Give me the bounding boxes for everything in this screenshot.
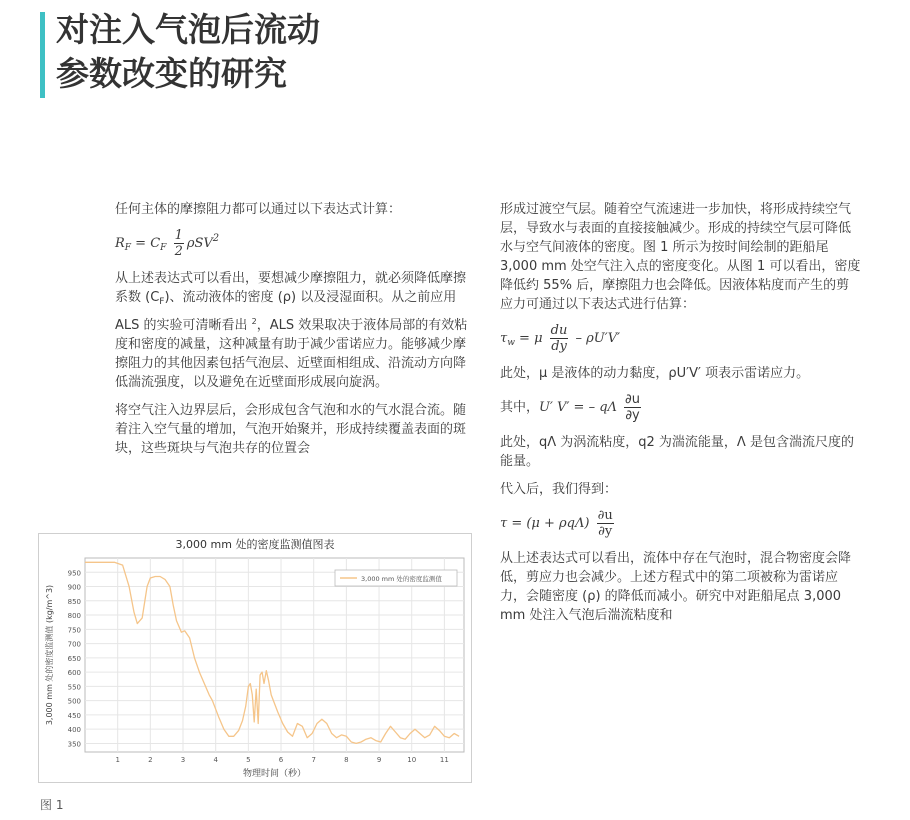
density-chart-svg <box>39 534 471 782</box>
formula-prefix: 其中， <box>500 400 540 415</box>
chart-title: 3,000 mm 处的密度监测值图表 <box>175 538 335 551</box>
formula-term: C <box>150 236 161 251</box>
paragraph-conclusion: 从上述表达式可以看出，流体中存在气泡时，混合物密度会降低，剪应力也会减少。上述方程式中的第二项被称为雷诺应力，会随密度 (ρ) 的降低而减小。研究中对距船尾点 3,000 mm 处注入气泡后湍流粘度和 <box>500 551 852 623</box>
paragraph-air-layer: 形成过渡空气层。随着空气流速进一步加快，将形成持续空气层，导致水与表面的直接接触减少。形成的持续空气层可降低水与空气间液体的密度。图 1 所示为按时间绘制的距船尾 3,000 mm 处空气注入点的密度变化。从图 1 可以看出，密度降低约 55% 后，摩擦阻力也会降低。因液体粘度而产生的剪应力可通过以下表达式进行估算： <box>500 202 861 312</box>
formula-operator: = μ <box>514 331 547 346</box>
fraction-numerator: 1 <box>174 228 183 243</box>
paragraph-viscosity: 此处，μ 是液体的动力黏度，ρU′V′ 项表示雷诺应力。 <box>500 366 810 381</box>
x-tick-label: 4 <box>213 756 218 764</box>
text-subscript: F <box>159 297 165 307</box>
text-run: 从上述表达式可以看出，要想减少摩擦阻力，就必须降低摩擦系数 (C <box>115 271 467 305</box>
x-tick-label: 8 <box>344 756 349 764</box>
formula-term: – ρU′V′ <box>571 331 621 346</box>
formula-term: U′ V′ <box>539 400 570 415</box>
formula-combined <box>500 508 862 539</box>
formula-fraction <box>624 392 641 423</box>
y-tick-label: 550 <box>67 683 81 692</box>
text-run: ，ALS 效果取决于液体局部的有效粘度和密度的减量，这种减量有助于减少雷诺应力。能够减少摩擦阻力的其他因素包括气泡层、近壁面相组成、沿流动方向降低湍流强度，以及避免在近壁面形成展向旋涡。 <box>115 318 468 390</box>
paragraph-eddy-viscosity: 此处，qΛ 为涡流粘度，q2 为湍流能量，Λ 是包含湍流尺度的能量。 <box>500 435 854 469</box>
y-tick-label: 750 <box>67 626 81 635</box>
fraction-denominator: ∂y <box>598 524 613 539</box>
x-tick-label: 9 <box>376 756 382 764</box>
formula-fraction <box>174 228 184 259</box>
y-tick-label: 600 <box>67 669 81 678</box>
formula-superscript: 2 <box>212 233 220 244</box>
formula-operator: = (μ + ρqΛ) <box>507 516 594 531</box>
x-tick-label: 2 <box>148 756 153 764</box>
reference-superscript: 2 <box>251 317 257 326</box>
formula-subscript: w <box>507 338 515 348</box>
page-title-line-1: 对注入气泡后流动 <box>56 10 320 49</box>
x-tick-label: 1 <box>115 756 120 764</box>
figure-caption: 图 1 <box>40 798 64 812</box>
density-chart <box>38 533 472 783</box>
formula-reynolds <box>500 392 862 423</box>
y-tick-label: 350 <box>67 740 81 749</box>
formula-fraction <box>597 508 614 539</box>
x-tick-label: 7 <box>311 756 316 764</box>
formula-term: ρSV <box>186 236 213 251</box>
legend-entry: 3,000 mm 处的密度监测值 <box>361 575 442 583</box>
y-axis-label: 3,000 mm 处的密度监测值 (kg/m^3) <box>45 584 54 726</box>
y-tick-label: 850 <box>67 597 81 606</box>
x-tick-label: 11 <box>439 756 449 764</box>
formula-fraction <box>550 323 569 354</box>
fraction-numerator: ∂u <box>625 392 641 407</box>
x-tick-label: 3 <box>180 756 186 764</box>
formula-subscript: F <box>160 243 167 253</box>
x-tick-label: 10 <box>407 756 417 764</box>
paragraph-intro: 任何主体的摩擦阻力都可以通过以下表达式计算： <box>115 202 402 217</box>
x-tick-label: 5 <box>246 756 251 764</box>
x-axis-label: 物理时间（秒） <box>242 769 307 779</box>
formula-subscript: F <box>124 243 132 253</box>
fraction-numerator: du <box>550 323 568 338</box>
formula-friction-resistance <box>115 228 473 259</box>
text-run: )、流动液体的密度 (ρ) 以及浸湿面积。从之前应用 ALS 的实验可清晰看出 <box>115 290 457 333</box>
fraction-numerator: ∂u <box>597 508 613 523</box>
y-tick-label: 900 <box>67 583 81 592</box>
y-tick-label: 500 <box>67 697 81 706</box>
page-title <box>56 8 320 96</box>
y-tick-label: 450 <box>67 711 81 720</box>
right-column <box>500 200 862 634</box>
y-tick-label: 650 <box>67 654 81 663</box>
paragraph-air-injection: 将空气注入边界层后，会形成包含气泡和水的气水混合流。随着注入空气量的增加，气泡开始聚并，形成持续覆盖表面的斑块，这些斑块与气泡共存的位置会 <box>115 403 467 456</box>
paragraph-substitute: 代入后，我们得到： <box>500 482 618 497</box>
y-tick-label: 700 <box>67 640 81 649</box>
fraction-denominator: dy <box>551 339 567 354</box>
y-tick-label: 950 <box>67 569 81 578</box>
left-column <box>115 200 473 467</box>
title-accent-bar <box>40 12 45 98</box>
y-tick-label: 800 <box>67 612 81 621</box>
page-title-line-2: 参数改变的研究 <box>56 54 287 93</box>
y-tick-label: 400 <box>67 726 81 735</box>
formula-term: R <box>115 236 125 251</box>
fraction-denominator: 2 <box>174 244 183 259</box>
formula-term: τ <box>500 331 508 346</box>
fraction-denominator: ∂y <box>625 408 640 423</box>
formula-operator: = – qΛ <box>569 400 622 415</box>
formula-operator: = <box>131 236 151 251</box>
paragraph-friction-factors <box>115 269 473 392</box>
formula-shear-stress <box>500 323 862 354</box>
x-tick-label: 6 <box>278 756 284 764</box>
formula-term: τ <box>500 516 508 531</box>
plot-area <box>85 558 464 752</box>
